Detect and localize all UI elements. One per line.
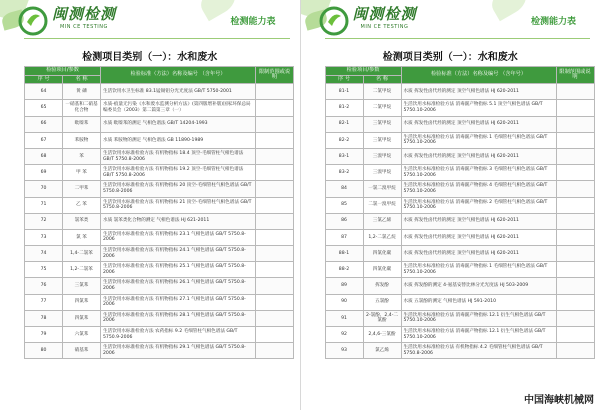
row-name: 黄 磷 — [63, 84, 101, 100]
row-number: 87 — [325, 229, 363, 245]
row-name: 二氯甲烷 — [363, 84, 401, 100]
row-standard: 生活饮用水标准检验方法 有机物指标 20 顶空-毛细管柱气相色谱法 GB/T 5750.8-2006 — [101, 181, 256, 197]
header-divider — [325, 38, 591, 39]
row-limit — [256, 327, 294, 343]
row-number: 82-2 — [325, 132, 363, 148]
page-header — [301, 0, 600, 46]
table-row — [325, 294, 594, 310]
table-row — [325, 327, 594, 343]
column-header-name: 名 称 — [63, 75, 101, 84]
row-number: 93 — [325, 343, 363, 359]
row-number: 70 — [25, 181, 63, 197]
row-standard: 生活饮用水标准检验方法 消毒副产物指标 1 毛细管柱气相色谱法 GB/T 5750.10-2006 — [401, 132, 556, 148]
column-header-limit: 限制范围或说明 — [556, 67, 594, 84]
row-standard: 生活饮用水标准检验方法 消毒副产物指标 12.1 衍生气相色谱法 GB/T 5750.10-2006 — [401, 310, 556, 326]
row-standard: 生活饮用水标准检验方法 有机物指标 27.1 气相色谱法 GB/T 5750.8-2006 — [101, 294, 256, 310]
table-row — [325, 246, 594, 262]
row-name: 氯苯类 — [63, 213, 101, 229]
row-number: 88-1 — [325, 246, 363, 262]
row-name: 挥发酚 — [363, 278, 401, 294]
row-standard: 生活饮用水标准检验方法 有机物指标 29.1 气相色谱法 GB/T 5750.8-2006 — [101, 343, 256, 359]
table-row — [25, 116, 294, 132]
table-row — [325, 100, 594, 116]
row-limit — [256, 310, 294, 326]
row-number: 73 — [25, 229, 63, 245]
column-header-standard: 检验标准（方法）名称及编号 （含年号） — [101, 67, 256, 84]
table-row — [25, 100, 294, 116]
row-limit — [556, 262, 594, 278]
row-number: 86 — [325, 213, 363, 229]
row-name: 二氯甲烷 — [363, 100, 401, 116]
row-limit — [256, 343, 294, 359]
row-limit — [556, 148, 594, 164]
row-limit — [556, 246, 594, 262]
row-standard: 水质 苯胺物的测定 气相色谱法 GB 11890-1989 — [101, 132, 256, 148]
row-limit — [556, 294, 594, 310]
row-name: 二氯一溴甲烷 — [363, 197, 401, 213]
row-limit — [256, 278, 294, 294]
row-number: 68 — [25, 148, 63, 164]
column-header-no: 序 号 — [25, 75, 63, 84]
row-name: 四氯苯 — [63, 294, 101, 310]
column-header-standard: 检验标准（方法）名称及编号 （含年号） — [401, 67, 556, 84]
row-limit — [556, 229, 594, 245]
row-number: 80 — [25, 343, 63, 359]
row-number: 92 — [325, 327, 363, 343]
row-number: 71 — [25, 197, 63, 213]
row-name: 四氯化碳 — [363, 246, 401, 262]
row-name: 四氯化碳 — [363, 262, 401, 278]
row-number: 72 — [25, 213, 63, 229]
table-row — [325, 84, 594, 100]
row-standard: 生活饮用水标准检验方法 农药指标 9.2 毛细管柱气相色谱法 GB/T 5750.9-2006 — [101, 327, 256, 343]
row-standard: 水质 吡嗪苯的测定 气相色谱法 GB/T 14204-1993 — [101, 116, 256, 132]
row-standard: 生活饮用水标准检验方法 有机物指标 4.2 毛细管柱气相色谱法 GB/T 5750.8-2006 — [401, 343, 556, 359]
row-number: 81-2 — [325, 100, 363, 116]
table-row — [25, 246, 294, 262]
table-row — [25, 165, 294, 181]
table-row — [25, 181, 294, 197]
row-standard: 生活饮用水标准检验方法 有机物指标 26.1 气相色谱法 GB/T 5750.8-2006 — [101, 278, 256, 294]
row-standard: 水质 挥发性卤代烃的测定 顶空气相色谱法 HJ 620-2011 — [401, 213, 556, 229]
table-row — [25, 229, 294, 245]
row-number: 69 — [25, 165, 63, 181]
row-number: 77 — [25, 294, 63, 310]
table-row — [325, 181, 594, 197]
row-standard: 生活饮用水卫生标准 83.1锰锡钼分光光度法 GB/T 5750-2001 — [101, 84, 256, 100]
row-limit — [556, 343, 594, 359]
row-standard: 生活饮用水标准检验方法 有机物指标 19.2 顶空-毛细管柱气相色谱法 GB/T 5750.8-2006 — [101, 165, 256, 181]
row-name: 1,2-二氯乙烷 — [363, 229, 401, 245]
row-name: 2-氯酚、2,4-二氯酚 — [363, 310, 401, 326]
row-standard: 水质 挥发性卤代烃的测定 顶空气相色谱法 HJ 620-2011 — [401, 148, 556, 164]
table-row — [25, 310, 294, 326]
row-number: 88-2 — [325, 262, 363, 278]
row-standard: 水质 挥发性卤代烃的测定 顶空气相色谱法 HJ 620-2011 — [401, 229, 556, 245]
column-header-param-group: 检验项目/参数 — [25, 67, 101, 76]
section-label: 检测能力表 — [530, 17, 576, 27]
row-limit — [256, 197, 294, 213]
brand-logo-icon — [319, 6, 349, 36]
row-limit — [556, 84, 594, 100]
row-number: 65 — [25, 100, 63, 116]
capability-table — [24, 66, 294, 359]
row-standard: 生活饮用水标准检验方法 消毒副产物指标 3 毛细管柱气相色谱法 GB/T 5750.10-2006 — [401, 165, 556, 181]
row-limit — [556, 181, 594, 197]
row-name: 氯 苯 — [63, 229, 101, 245]
table-row — [25, 84, 294, 100]
row-name: 三溴甲烷 — [363, 165, 401, 181]
column-header-no: 序 号 — [325, 75, 363, 84]
header-divider — [24, 38, 290, 39]
row-name: 苯胺物 — [63, 132, 101, 148]
row-name: 三氯甲烷 — [363, 132, 401, 148]
row-standard: 生活饮用水标准检验方法 消毒副产物指标 1 毛细管柱气相色谱法 GB/T 5750.10-2006 — [401, 262, 556, 278]
row-limit — [256, 181, 294, 197]
row-name: 四氯苯 — [63, 310, 101, 326]
column-header-name: 名 称 — [363, 75, 401, 84]
row-name: 六氯苯 — [63, 327, 101, 343]
row-limit — [256, 246, 294, 262]
row-standard: 生活饮用水标准检验方法 有机物指标 23.1 气相色谱法 GB/T 5750.8-2006 — [101, 229, 256, 245]
page-header — [0, 0, 300, 46]
row-number: 66 — [25, 116, 63, 132]
table-row — [25, 148, 294, 164]
row-standard: 水质-痕量无污染《水和废水监测分析方法》(第四版增补版)国家环保总局编委员会（2003）第二篇第三章（一） — [101, 100, 256, 116]
row-standard: 生活饮用水标准检验方法 消毒副产物指标 12.1 衍生气相色谱法 GB/T 5750.10-2006 — [401, 327, 556, 343]
row-limit — [556, 310, 594, 326]
row-name: 五氯酚 — [363, 294, 401, 310]
row-number: 64 — [25, 84, 63, 100]
right-page — [301, 0, 600, 410]
row-limit — [556, 197, 594, 213]
table-row — [325, 262, 594, 278]
row-standard: 生活饮用水标准检验方法 有机物指标 28.1 气相色谱法 GB/T 5750.8-2006 — [101, 310, 256, 326]
row-name: 三溴甲烷 — [363, 148, 401, 164]
brand-name: 闽测检测 — [352, 5, 417, 23]
row-standard: 水质 五氯酚的测定 气相色谱法 HJ 591-2010 — [401, 294, 556, 310]
page-title: 检测项目类别（一）：水和废水 — [82, 52, 218, 63]
row-limit — [256, 100, 294, 116]
table-row — [325, 197, 594, 213]
row-name: 2,4,6-三氯酚 — [363, 327, 401, 343]
row-limit — [256, 116, 294, 132]
row-name: 甲 苯 — [63, 165, 101, 181]
column-header-limit: 限制范围或说明 — [256, 67, 294, 84]
row-limit — [556, 327, 594, 343]
row-standard: 水质 挥发酚的测定 4-氨基安替比林分光光度法 HJ 503-2009 — [401, 278, 556, 294]
row-name: 吡嗪苯 — [63, 116, 101, 132]
row-number: 84 — [325, 181, 363, 197]
row-number: 78 — [25, 310, 63, 326]
row-standard: 生活饮用水标准检验方法 消毒副产物指标 2 毛细管柱气相色谱法 GB/T 5750.10-2006 — [401, 197, 556, 213]
row-standard: 生活饮用水标准检验方法 消毒副产物指标 4 毛细管柱气相色谱法 GB/T 5750.10-2006 — [401, 181, 556, 197]
row-standard: 水质 挥发性卤代烃的测定 顶空气相色谱法 HJ 620-2011 — [401, 84, 556, 100]
row-name: 氯乙烯 — [363, 343, 401, 359]
table-row — [325, 343, 594, 359]
row-limit — [256, 262, 294, 278]
row-limit — [256, 213, 294, 229]
site-watermark: 中国海峡机械网 — [524, 395, 594, 406]
table-row — [325, 278, 594, 294]
table-body — [325, 84, 594, 359]
section-label: 检测能力表 — [230, 17, 276, 27]
table-row — [325, 132, 594, 148]
row-number: 83-1 — [325, 148, 363, 164]
brand-name-en: MIN CE TESTING — [360, 24, 409, 30]
row-limit — [256, 148, 294, 164]
table-row — [325, 116, 594, 132]
table-row — [25, 343, 294, 359]
table-row — [25, 262, 294, 278]
row-limit — [256, 165, 294, 181]
row-name: 三氯甲烷 — [363, 116, 401, 132]
row-limit — [556, 165, 594, 181]
row-limit — [556, 278, 594, 294]
page-title: 检测项目类别（一）：水和废水 — [382, 52, 518, 63]
row-name: 一氯二溴甲烷 — [363, 181, 401, 197]
row-name: 苯 — [63, 148, 101, 164]
table-row — [325, 310, 594, 326]
row-standard: 生活饮用水标准检验方法 有机物指标 21 顶空-毛细管柱气相色谱法 GB/T 5750.8-2006 — [101, 197, 256, 213]
table-row — [325, 229, 594, 245]
table-body — [25, 84, 294, 359]
row-name: 三氯乙烯 — [363, 213, 401, 229]
table-row — [25, 197, 294, 213]
row-name: 1,4-二氯苯 — [63, 246, 101, 262]
row-limit — [556, 132, 594, 148]
column-header-param-group: 检验项目/参数 — [325, 67, 401, 76]
row-limit — [556, 116, 594, 132]
row-limit — [256, 294, 294, 310]
brand-name-en: MIN CE TESTING — [60, 24, 108, 30]
row-name: 三氯苯 — [63, 278, 101, 294]
row-standard: 生活饮用水标准检验方法 有机物指标 18.4 顶空-毛细管柱气相色谱法 GB/T 5750.8-2006 — [101, 148, 256, 164]
row-limit — [256, 229, 294, 245]
capability-table — [325, 66, 595, 359]
row-number: 67 — [25, 132, 63, 148]
row-name: 1,2-二氯苯 — [63, 262, 101, 278]
row-standard: 水质 挥发性卤代烃的测定 顶空气相色谱法 HJ 620-2011 — [401, 116, 556, 132]
row-number: 76 — [25, 278, 63, 294]
row-limit — [256, 84, 294, 100]
brand-logo-icon — [18, 6, 48, 36]
table-row — [25, 278, 294, 294]
table-row — [25, 132, 294, 148]
row-number: 74 — [25, 246, 63, 262]
row-standard: 水质 挥发性卤代烃的测定 顶空气相色谱法 HJ 620-2011 — [401, 246, 556, 262]
table-row — [325, 165, 594, 181]
row-number: 85 — [325, 197, 363, 213]
row-number: 75 — [25, 262, 63, 278]
row-limit — [256, 132, 294, 148]
row-limit — [556, 213, 594, 229]
row-number: 79 — [25, 327, 63, 343]
table-row — [25, 213, 294, 229]
table-row — [325, 213, 594, 229]
table-row — [25, 294, 294, 310]
table-row — [25, 327, 294, 343]
row-number: 81-1 — [325, 84, 363, 100]
row-standard: 生活饮用水标准检验方法 消毒副产物指标 5.1 顶空气相色谱法 GB/T 5750.10-2006 — [401, 100, 556, 116]
row-name: 二甲苯 — [63, 181, 101, 197]
row-limit — [556, 100, 594, 116]
leaf-decoration-icon — [486, 0, 530, 21]
row-number: 91 — [325, 310, 363, 326]
table-row — [325, 148, 594, 164]
row-standard: 水质 氯苯类化合物的测定 气相色谱法 HJ 621-2011 — [101, 213, 256, 229]
row-number: 90 — [325, 294, 363, 310]
row-number: 82-1 — [325, 116, 363, 132]
row-name: 一硝基和二硝基化合物 — [63, 100, 101, 116]
brand-name: 闽测检测 — [52, 5, 117, 23]
row-standard: 生活饮用水标准检验方法 有机物指标 25.1 气相色谱法 GB/T 5750.8-2006 — [101, 262, 256, 278]
row-number: 83-2 — [325, 165, 363, 181]
row-name: 硝基苯 — [63, 343, 101, 359]
row-number: 89 — [325, 278, 363, 294]
row-standard: 生活饮用水标准检验方法 有机物指标 24.1 气相色谱法 GB/T 5750.8-2006 — [101, 246, 256, 262]
row-name: 乙 苯 — [63, 197, 101, 213]
